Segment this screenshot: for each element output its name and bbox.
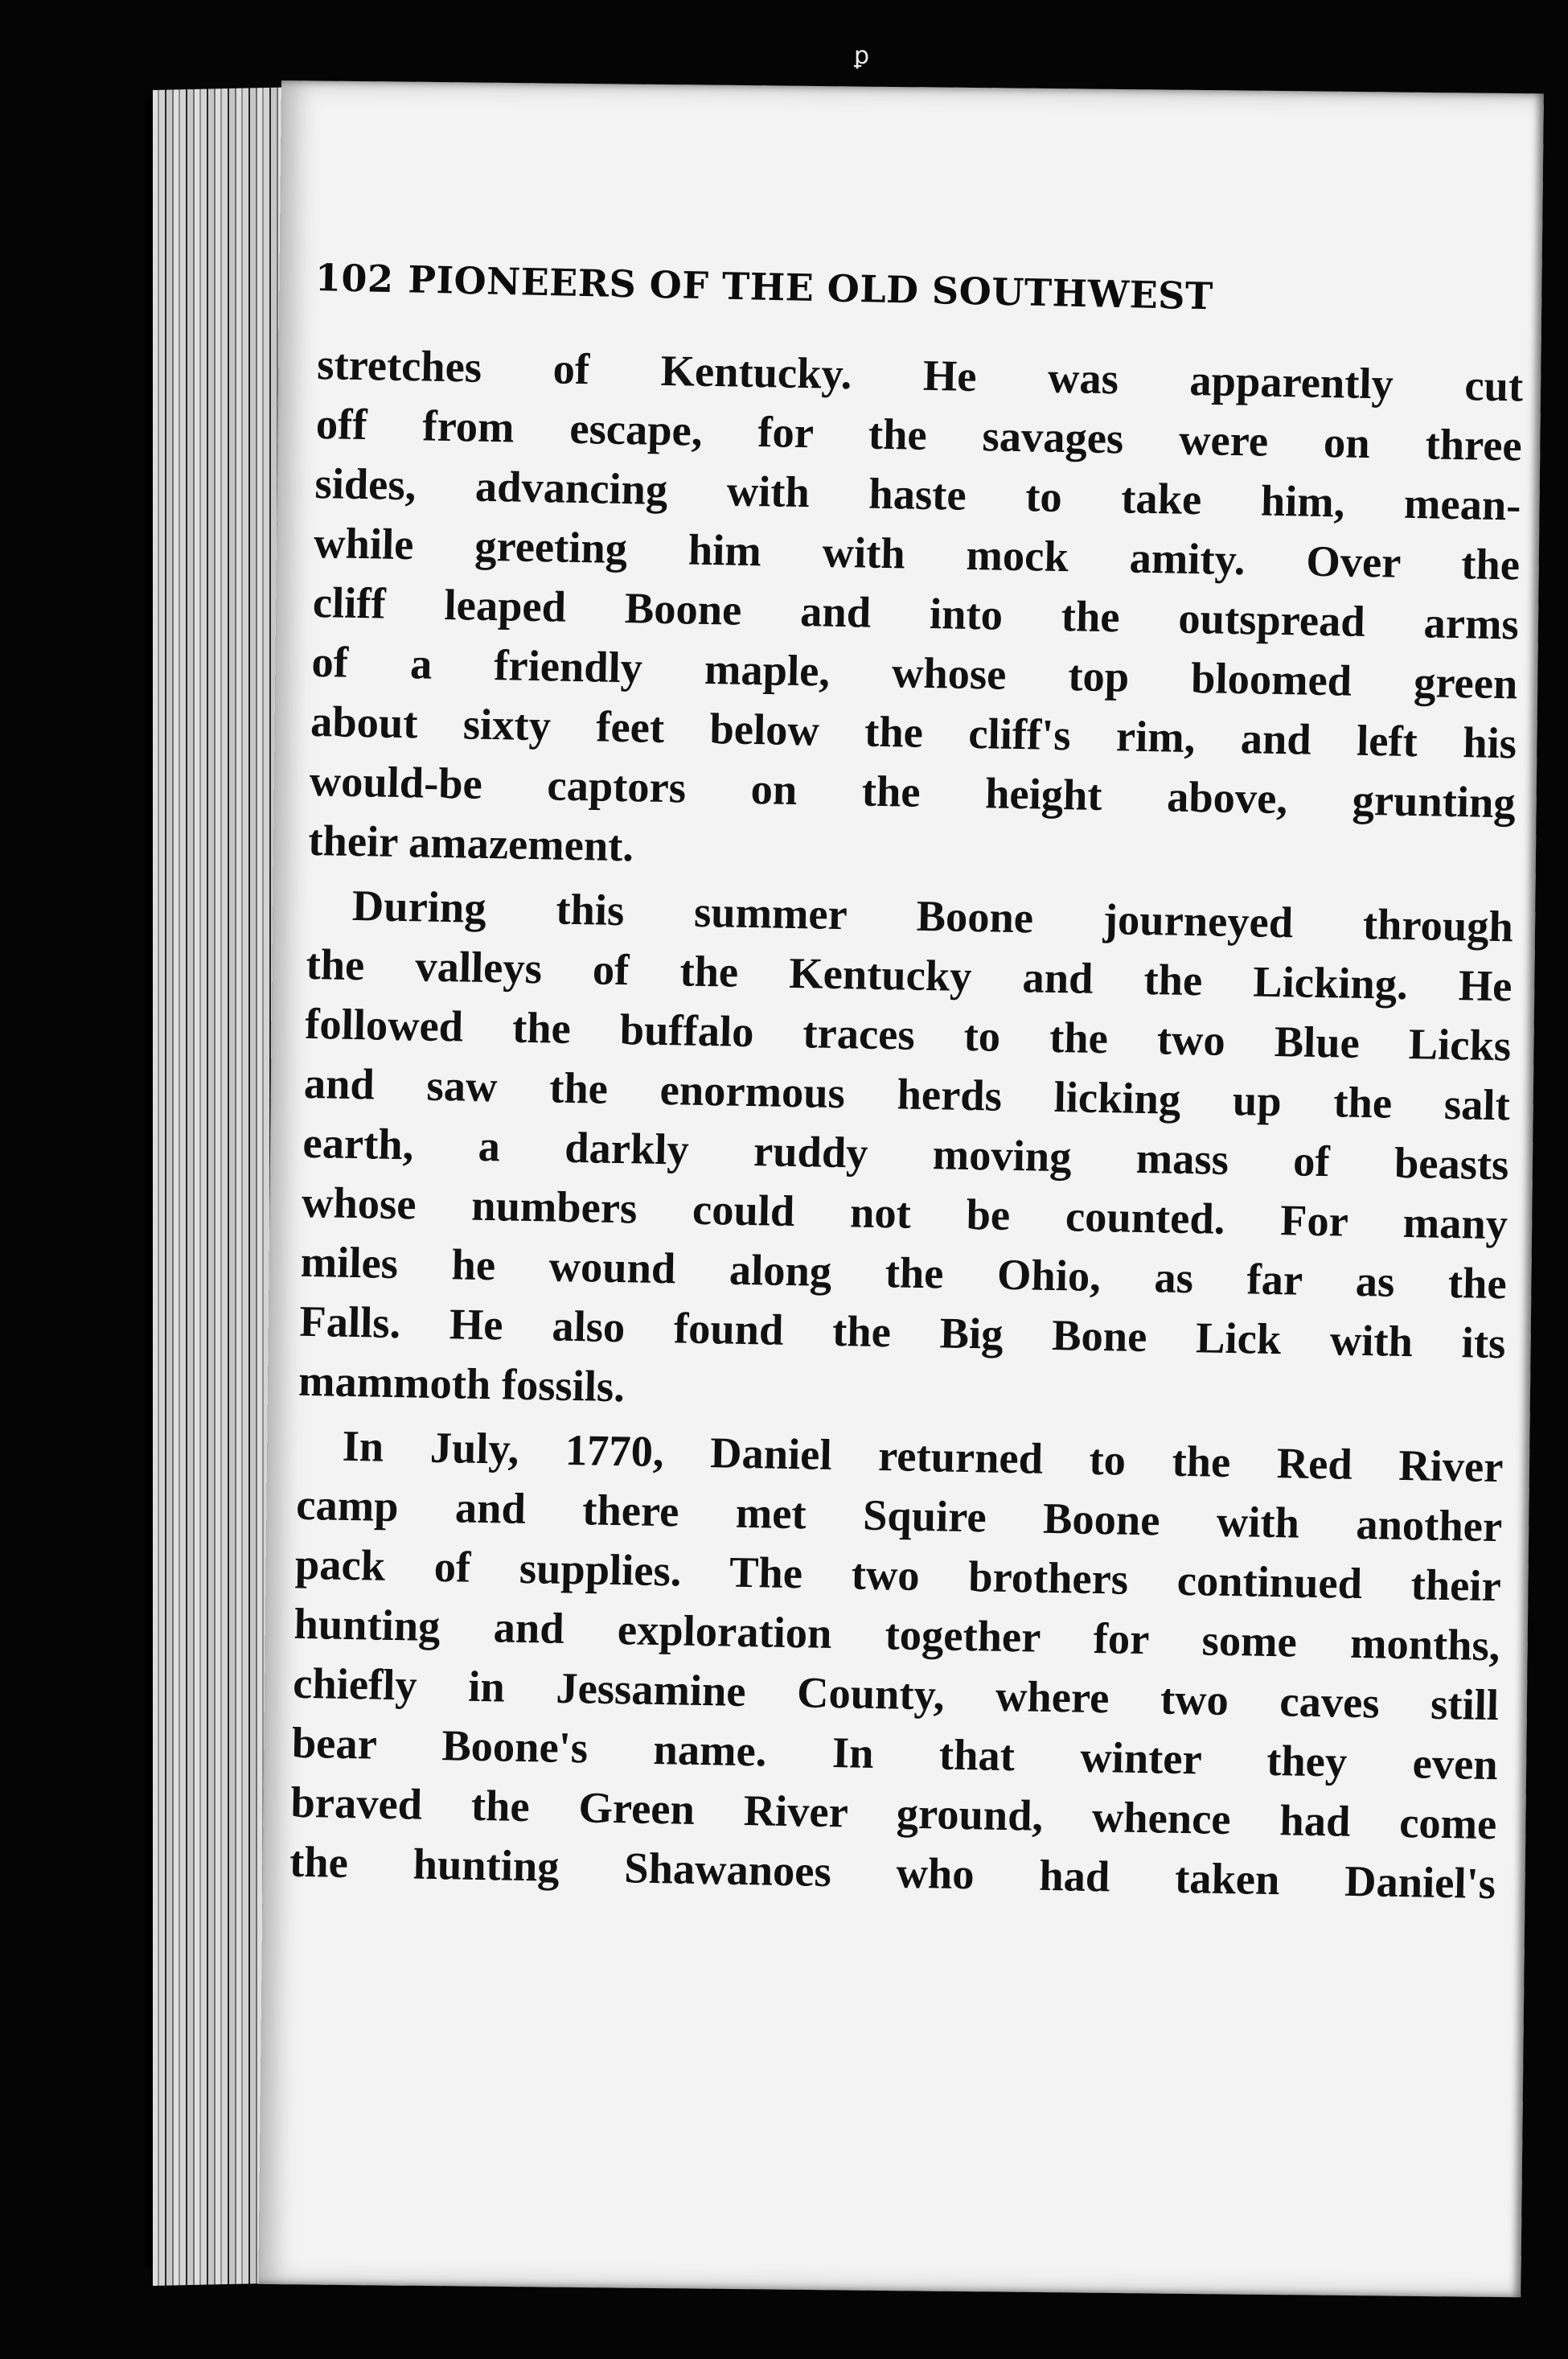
- text-line: of a friendly maple, whose top bloomed green: [310, 636, 1518, 709]
- text-line: their amazement.: [307, 815, 634, 871]
- text-line: cliff leaped Boone and into the outspread arms: [312, 577, 1520, 649]
- paragraph: [308, 335, 1524, 892]
- paragraph: [298, 875, 1513, 1432]
- text-line: hunting and exploration together for some months,: [293, 1598, 1500, 1671]
- text-line: about sixty feet below the cliff's rim, and left his: [310, 696, 1517, 768]
- text-line: During this summer Boone journeyed through: [351, 880, 1514, 951]
- text-line: earth, a darkly ruddy moving mass of beasts: [302, 1117, 1509, 1190]
- text-line: In July, 1770, Daniel returned to the Red River: [342, 1420, 1504, 1492]
- text-line: sides, advancing with haste to take him, mean-: [314, 458, 1521, 530]
- text-line: off from escape, for the savages were on three: [315, 398, 1523, 471]
- text-line: whose numbers could not be counted. For many: [301, 1177, 1508, 1249]
- top-margin-mark: ꝑ: [854, 42, 870, 70]
- text-line: mammoth fossils.: [298, 1355, 626, 1412]
- page-number: 102: [314, 256, 395, 302]
- text-line: pack of supplies. The two brothers continued their: [294, 1539, 1502, 1611]
- text-line: Falls. He also found the Big Bone Lick with its: [298, 1296, 1506, 1368]
- text-line: chiefly in Jessamine County, where two caves still: [292, 1658, 1500, 1730]
- text-line: stretches of Kentucky. He was apparently cut: [316, 339, 1524, 411]
- text-line: camp and there met Squire Boone with another: [295, 1479, 1503, 1551]
- running-head-title: PIONEERS OF THE OLD SOUTHWEST: [407, 257, 1214, 319]
- paragraph: [289, 1416, 1504, 1913]
- text-line: while greeting him with mock amity. Over the: [313, 517, 1521, 590]
- text-line: the hunting Shawanoes who had taken Daniel's: [289, 1836, 1496, 1909]
- text-line: bear Boone's name. In that winter they even: [291, 1717, 1499, 1790]
- text-line: braved the Green River ground, whence had come: [290, 1777, 1497, 1849]
- text-line: miles he wound along the Ohio, as far as the: [300, 1236, 1508, 1309]
- text-line: would-be captors on the height above, grunting: [309, 755, 1517, 828]
- body-text: [289, 335, 1524, 1913]
- text-line: and saw the enormous herds licking up the salt: [303, 1058, 1511, 1130]
- text-line: the valleys of the Kentucky and the Licking. He: [306, 939, 1513, 1011]
- text-line: followed the buffalo traces to the two Blue Licks: [304, 998, 1512, 1071]
